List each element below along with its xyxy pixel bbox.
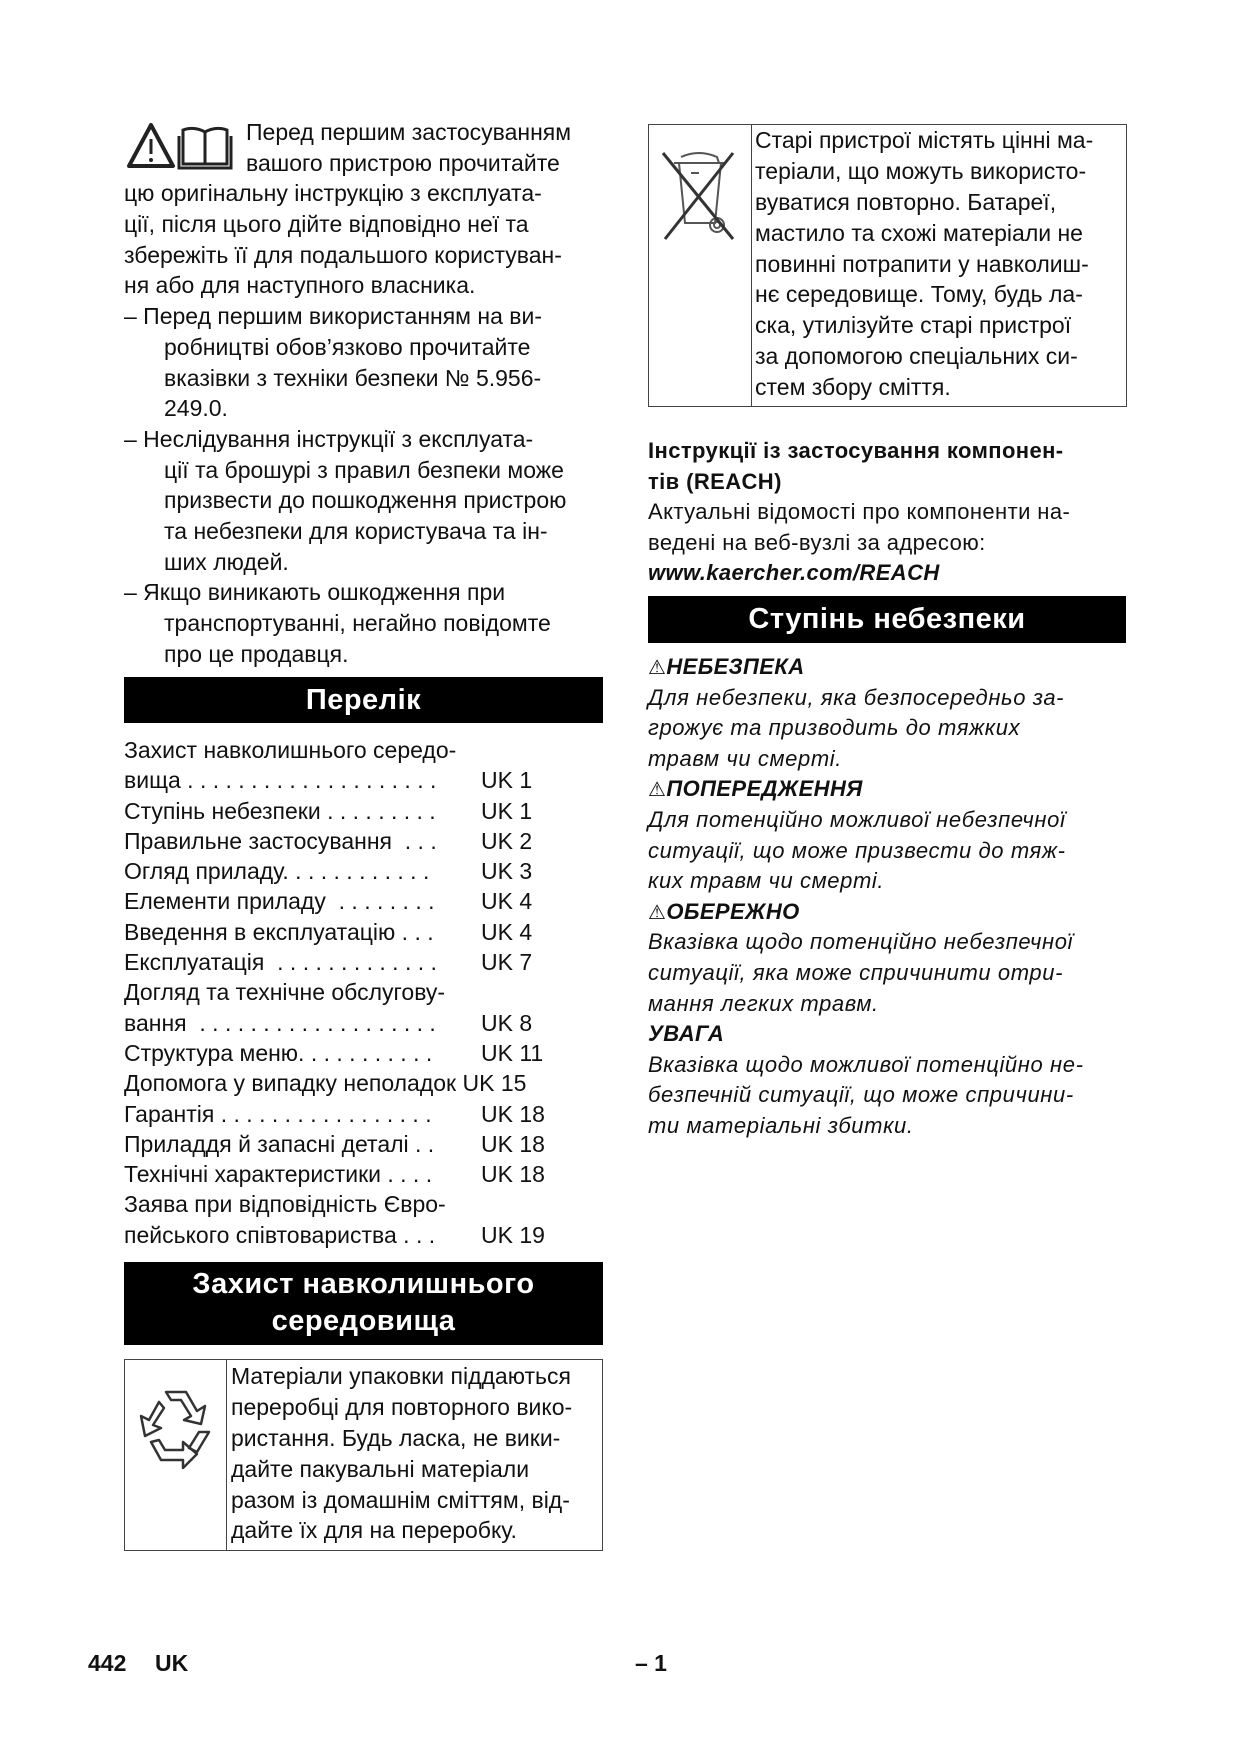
- intro-section: [124, 117, 604, 669]
- disposal-line: мастило та схожі матеріали не: [755, 219, 1083, 246]
- toc-entry-label: Структура меню. . . . . . . . . . .: [124, 1039, 433, 1066]
- hazard-description-line: травм чи смерті.: [648, 745, 842, 771]
- bullet-line: – Перед першим використанням на ви-: [124, 303, 542, 330]
- toc-entry-page: UK 19: [481, 1221, 545, 1248]
- toc-entry-label: Приладдя й запасні деталі . .: [124, 1130, 435, 1157]
- disposal-line: теріали, що можуть використо-: [755, 157, 1087, 184]
- toc-entry-page: UK 4: [481, 888, 533, 915]
- toc-entry-page: UK 11: [481, 1039, 544, 1066]
- toc-entry[interactable]: [124, 917, 604, 947]
- hazard-description-line: ситуації, яка може спричинити отри-: [648, 959, 1064, 985]
- intro-line: ції, після цього дійте відповідно неї та: [124, 211, 529, 238]
- bullet-line: про це продавця.: [164, 640, 349, 667]
- recycle-icon: [131, 1380, 221, 1470]
- footer-page-number: 442: [88, 1650, 127, 1676]
- hazard-description-line: мання легких травм.: [648, 990, 879, 1016]
- toc-entry-label: Гарантія . . . . . . . . . . . . . . . . .: [124, 1100, 432, 1127]
- toc-entry[interactable]: [124, 977, 604, 1007]
- hazard-level-text: НЕБЕЗПЕКА: [666, 654, 805, 679]
- toc-entry-label: Елементи приладу . . . . . . . .: [124, 888, 435, 915]
- reach-url-link[interactable]: www.kaercher.com/REACH: [648, 560, 940, 585]
- toc-entry-label: пейського співтовариства . . .: [124, 1221, 436, 1248]
- warning-icon: ⚠: [648, 657, 667, 679]
- reach-text-line: Актуальні відомості про компоненти на-: [648, 499, 1071, 524]
- packaging-line: Матеріали упаковки піддаються: [231, 1363, 571, 1389]
- bullet-line: робництві обов’язково прочитайте: [164, 333, 531, 360]
- reach-heading-line: тів (REACH): [648, 468, 782, 494]
- bullet-line: – Неслідування інструкції з експлуата-: [124, 425, 534, 452]
- disposal-line: за допомогою спеціальних си-: [755, 343, 1078, 370]
- toc-entry-label: Заява при відповідність Євро-: [124, 1191, 446, 1218]
- table-of-contents: [124, 735, 604, 1250]
- toc-entry[interactable]: [124, 765, 604, 795]
- toc-entry[interactable]: [124, 947, 604, 977]
- hazard-level-label: [648, 897, 1128, 928]
- reach-heading-line: Інструкції із застосування компонен-: [648, 438, 1064, 463]
- disposal-line: стем збору сміття.: [755, 374, 951, 401]
- bullet-line: 249.0.: [164, 395, 228, 422]
- hazard-description-line: безпечній ситуації, що може спричини-: [648, 1082, 1074, 1108]
- toc-entry[interactable]: [124, 1220, 604, 1250]
- intro-line: ня або для наступного власника.: [124, 272, 476, 299]
- toc-entry-label: Технічні характеристики . . . .: [124, 1161, 433, 1188]
- bullet-line: вказівки з техніки безпеки № 5.956-: [164, 364, 542, 391]
- toc-entry-page: UK 8: [481, 1009, 533, 1036]
- packaging-line: дайте пакувальні матеріали: [231, 1455, 530, 1482]
- bullet-line: – Якщо виникають ошкодження при: [124, 579, 506, 606]
- toc-entry-page: UK 7: [481, 949, 533, 976]
- hazard-heading: Ступінь небезпеки: [648, 596, 1126, 643]
- reach-section: [648, 436, 1128, 589]
- toc-entry-label: вища . . . . . . . . . . . . . . . . . . . .: [124, 767, 437, 794]
- warning-icon: ⚠: [648, 779, 667, 802]
- intro-line: вашого пристрою прочитайте: [246, 149, 560, 176]
- hazard-level-label: [648, 774, 1128, 805]
- packaging-line: разом із домашнім сміттям, від-: [231, 1486, 570, 1513]
- toc-entry-label: Правильне застосування . . .: [124, 827, 437, 854]
- toc-entry-page: UK 2: [481, 827, 533, 854]
- toc-entry[interactable]: [124, 856, 604, 886]
- hazard-description-line: Для небезпеки, яка безпосередньо за-: [648, 684, 1065, 710]
- toc-entry[interactable]: [124, 1159, 604, 1189]
- toc-entry[interactable]: [124, 1008, 604, 1038]
- toc-heading: Перелік: [124, 677, 603, 723]
- toc-entry-label: Введення в експлуатацію . . .: [124, 918, 434, 945]
- bullet-line: транспортуванні, негайно повідомте: [164, 610, 551, 636]
- toc-entry-label: Захист навколишнього середо-: [124, 737, 457, 763]
- intro-line: збережіть її для подальшого користуван-: [124, 241, 562, 268]
- hazard-description-line: грожує та призводить до тяжких: [648, 715, 1021, 741]
- toc-entry-label: Допомога у випадку неполадок UK 15: [124, 1070, 527, 1097]
- toc-entry-label: Експлуатація . . . . . . . . . . . . .: [124, 949, 437, 976]
- hazard-levels: [648, 652, 1128, 1142]
- hazard-description-line: ких травм чи смерті.: [648, 868, 885, 894]
- hazard-description-line: Вказівка щодо можливої потенційно не-: [648, 1051, 1084, 1077]
- toc-entry-label: Ступінь небезпеки . . . . . . . . .: [124, 797, 436, 824]
- toc-entry-label: Догляд та технічне обслугову-: [124, 979, 446, 1006]
- bullet-line: ції та брошурі з правил безпеки може: [164, 456, 564, 483]
- hazard-level-text: УВАГА: [648, 1021, 725, 1047]
- packaging-line: переробці для повторного вико-: [231, 1393, 573, 1420]
- disposal-line: Старі пристрої містять цінні ма-: [755, 127, 1094, 153]
- hazard-description-line: ти матеріальні збитки.: [648, 1112, 914, 1138]
- bullet-line: ших людей.: [164, 548, 289, 575]
- toc-entry-label: вання . . . . . . . . . . . . . . . . . . .: [124, 1009, 436, 1036]
- crossed-out-bin-icon: [659, 143, 739, 243]
- hazard-level-text: ОБЕРЕЖНО: [666, 898, 800, 924]
- packaging-line: ристання. Будь ласка, не вики-: [231, 1424, 561, 1451]
- toc-entry-page: UK 3: [481, 858, 533, 885]
- environment-heading-line: середовища: [271, 1305, 456, 1337]
- bullet-line: та небезпеки для користувача та ін-: [164, 517, 548, 544]
- hazard-description-line: Вказівка щодо потенційно небезпечної: [648, 929, 1074, 955]
- hazard-level-text: ПОПЕРЕДЖЕННЯ: [666, 776, 863, 802]
- toc-entry[interactable]: [124, 886, 604, 916]
- toc-entry-page: UK 18: [481, 1130, 545, 1157]
- toc-entry[interactable]: [124, 1099, 604, 1129]
- toc-entry[interactable]: [124, 1129, 604, 1159]
- packaging-line: дайте їх для на переробку.: [231, 1517, 517, 1544]
- hazard-level-label: [648, 652, 1128, 683]
- intro-line: цю оригінальну інструкцію з експлуата-: [124, 180, 542, 207]
- toc-entry-page: UK 1: [481, 767, 533, 794]
- environment-heading: [124, 1262, 603, 1345]
- hazard-level-label: [648, 1019, 1128, 1050]
- reach-text-line: ведені на веб-вузлі за адресою:: [648, 529, 986, 555]
- packaging-box: [124, 1359, 603, 1551]
- footer-section-page: – 1: [635, 1650, 667, 1676]
- bullet-line: призвести до пошкодження пристрою: [164, 487, 567, 514]
- toc-entry-page: UK 18: [481, 1161, 545, 1188]
- footer-language: UK: [155, 1650, 189, 1676]
- toc-entry-page: UK 18: [481, 1100, 545, 1127]
- toc-entry[interactable]: [124, 826, 604, 856]
- toc-entry[interactable]: [124, 735, 604, 765]
- toc-entry-page: UK 4: [481, 918, 533, 945]
- toc-entry[interactable]: [124, 796, 604, 826]
- toc-entry-label: Огляд приладу. . . . . . . . . . . .: [124, 858, 430, 885]
- toc-entry-page: UK 1: [481, 797, 533, 824]
- disposal-line: ска, утилізуйте старі пристрої: [755, 312, 1072, 339]
- disposal-line: вуватися повторно. Батареї,: [755, 188, 1057, 215]
- hazard-description-line: ситуації, що може призвести до тяж-: [648, 837, 1066, 863]
- disposal-line: повинні потрапити у навколиш-: [755, 250, 1089, 277]
- intro-line: Перед першим застосуванням: [246, 119, 572, 145]
- toc-entry[interactable]: [124, 1068, 604, 1098]
- toc-entry[interactable]: [124, 1189, 604, 1219]
- disposal-line: нє середовище. Тому, будь ла-: [755, 281, 1083, 308]
- warning-icon: ⚠: [648, 901, 667, 924]
- environment-heading-line: Захист навколишнього: [192, 1268, 535, 1300]
- disposal-box: [648, 124, 1127, 407]
- hazard-description-line: Для потенційно можливої небезпечної: [648, 806, 1066, 832]
- toc-entry[interactable]: [124, 1038, 604, 1068]
